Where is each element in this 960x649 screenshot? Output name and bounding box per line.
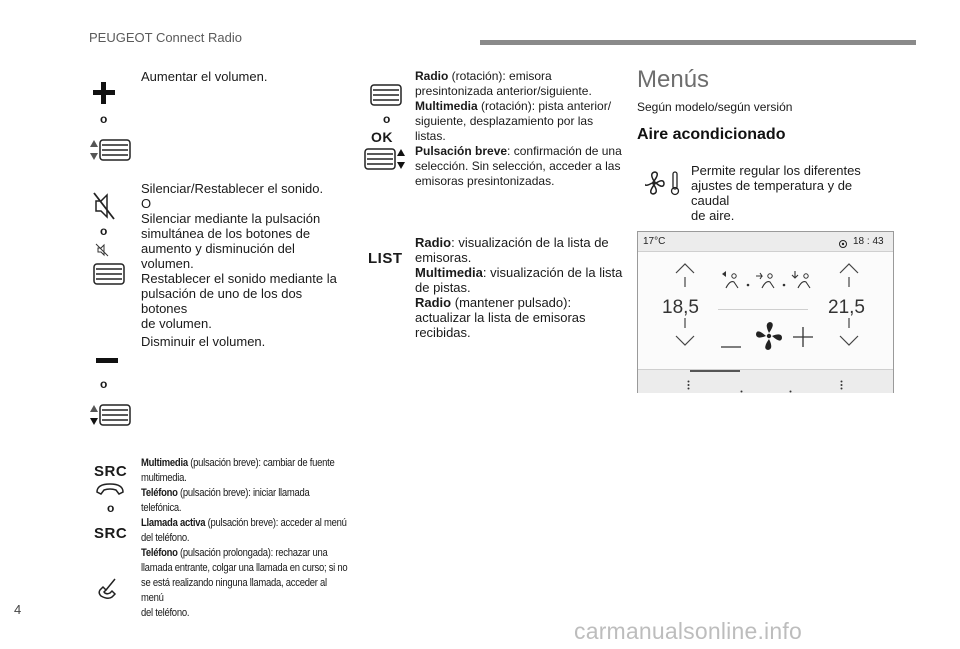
src-description [141, 456, 347, 621]
bold-term: Teléfono [141, 487, 178, 499]
screen-status-bar [638, 232, 893, 252]
text-rest: multimedia. [141, 472, 187, 484]
page-number: 4 [14, 602, 22, 617]
text-line: simultánea de los botones de [141, 226, 311, 241]
bold-term: Multimedia [141, 457, 188, 469]
bold-term: Radio [415, 295, 452, 310]
text-rest: siguiente, desplazamiento por las [415, 114, 594, 128]
text-line: O [141, 196, 152, 211]
text-line: de aire. [691, 208, 735, 223]
bold-term: Multimedia [415, 99, 478, 113]
clock: 18 : 43 [853, 236, 884, 247]
list-button-label: LIST [368, 250, 403, 267]
page-dot-icon[interactable] [740, 380, 743, 398]
text-line: Permite regular los diferentes [691, 163, 861, 178]
volume-wheel-icon [87, 137, 131, 168]
text-line [141, 516, 347, 531]
text-rest: listas. [415, 129, 446, 143]
src-button-label: SRC [94, 463, 128, 480]
text-line: de volumen. [141, 316, 212, 331]
dot-icon [782, 274, 786, 292]
text-line [415, 250, 625, 265]
climate-screen [637, 231, 894, 393]
text-rest: (pulsación breve): iniciar llamada telefónica. [141, 487, 310, 514]
bold-term: Multimedia [415, 265, 483, 280]
text-line [141, 561, 347, 576]
left-temp-up-button[interactable] [674, 261, 696, 292]
left-temp-down-button[interactable] [674, 318, 696, 353]
text-line [415, 235, 625, 250]
air-conditioning-icon [645, 170, 685, 201]
text-line [415, 159, 625, 174]
text-rest: recibidas. [415, 325, 471, 340]
list-description [415, 235, 625, 340]
fan-increase-button[interactable] [792, 326, 814, 353]
text-rest: : visualización de la lista [482, 265, 623, 280]
text-rest: selección. Sin selección, acceder a las [415, 159, 621, 173]
handset-icon [97, 576, 119, 605]
text-line [415, 310, 625, 325]
text-rest: emisoras. [415, 250, 472, 265]
plus-icon [91, 80, 117, 111]
text-line [415, 84, 625, 99]
text-rest: (rotación): pista anterior/ [477, 99, 612, 113]
ac-description [691, 163, 891, 223]
text-line [415, 325, 625, 340]
text-line [415, 280, 625, 295]
air-flow-face-feet-button[interactable] [754, 270, 778, 297]
text-line: Restablecer el sonido mediante la [141, 271, 337, 286]
mute-small-icon [95, 243, 111, 262]
fan-decrease-button[interactable] [720, 336, 742, 354]
text-line [141, 456, 347, 471]
outside-temperature: 17°C [643, 236, 666, 247]
mute-text [141, 181, 351, 331]
left-temperature: 18,5 [662, 297, 699, 318]
text-rest: (rotación): emisora [448, 69, 552, 83]
text-rest: se está realizando ninguna llamada, acceder al menú [141, 577, 327, 604]
text-line [141, 471, 347, 486]
bold-term: Pulsación breve [415, 144, 508, 158]
text-rest: : visualización de la lista de [451, 235, 609, 250]
text-rest: llamada entrante, colgar una llamada en curso; si no [141, 562, 348, 574]
text-line [415, 114, 625, 129]
volume-wheel-icon [87, 402, 131, 433]
text-line [141, 606, 347, 621]
air-flow-face-button[interactable] [718, 270, 742, 297]
phone-icon [95, 482, 125, 501]
text-line [141, 576, 347, 606]
right-temp-up-button[interactable] [838, 261, 860, 292]
text-line [415, 144, 625, 159]
gps-icon [838, 236, 848, 254]
text-rest: : confirmación de una [507, 144, 622, 158]
text-line: aumento y disminución del volumen. [141, 241, 295, 271]
text-line [415, 265, 625, 280]
text-line [141, 546, 347, 561]
text-line [415, 174, 625, 189]
text-line [141, 531, 347, 546]
src-button-label: SRC [94, 525, 128, 542]
fan-icon [754, 320, 784, 357]
bold-term: Llamada activa [141, 517, 206, 529]
bold-term: Radio [415, 69, 449, 83]
text-rest: (pulsación prolongada): rechazar una [177, 547, 328, 559]
text-rest: del teléfono. [141, 607, 190, 619]
rotary-wheel-icon [363, 146, 407, 177]
right-temp-down-button[interactable] [838, 318, 860, 353]
text-rest: de pistas. [415, 280, 471, 295]
text-line: Silenciar/Restablecer el sonido. [141, 181, 324, 196]
rotary-wheel-icon [369, 82, 403, 113]
air-flow-feet-button[interactable] [790, 270, 814, 297]
volume-down-text: Disminuir el volumen. [141, 334, 266, 349]
text-line [141, 486, 347, 516]
text-rest: emisoras presintonizadas. [415, 174, 555, 188]
text-line [415, 99, 625, 114]
mute-icon [92, 191, 118, 226]
text-rest: (pulsación breve): cambiar de fuente [187, 457, 335, 469]
volume-up-text: Aumentar el volumen. [141, 69, 268, 84]
active-tab-indicator [690, 370, 740, 372]
bold-term: Radio [415, 235, 452, 250]
menus-subtitle: Según modelo/según versión [637, 100, 793, 114]
text-line [415, 129, 625, 144]
text-rest: presintonizada anterior/siguiente. [415, 84, 592, 98]
page-dot-icon[interactable] [789, 380, 792, 398]
header-bar [480, 40, 916, 45]
text-line [415, 69, 625, 84]
or-label: o [100, 112, 108, 126]
or-label: o [383, 112, 391, 126]
rotary-description [415, 69, 625, 189]
menu-dots-icon[interactable] [840, 377, 843, 395]
or-label: o [100, 377, 108, 391]
header-title: PEUGEOT Connect Radio [89, 30, 242, 45]
divider [718, 309, 808, 310]
minus-icon [95, 352, 121, 370]
text-line: Silenciar mediante la pulsación [141, 211, 321, 226]
text-line: ajustes de temperatura y de caudal [691, 178, 853, 208]
text-rest: (mantener pulsado): [451, 295, 572, 310]
text-line: pulsación de uno de los dos botones [141, 286, 303, 316]
watermark: carmanualsonline.info [574, 618, 802, 644]
text-rest: actualizar la lista de emisoras [415, 310, 586, 325]
right-temperature: 21,5 [828, 297, 865, 318]
text-rest: del teléfono. [141, 532, 190, 544]
dot-icon [746, 274, 750, 292]
section-heading: Aire acondicionado [637, 126, 786, 143]
screen-bottom-bar [638, 369, 893, 393]
or-label: o [107, 501, 115, 515]
text-rest: (pulsación breve): acceder al menú [205, 517, 347, 529]
volume-wheel-icon [91, 261, 127, 292]
menus-heading: Menús [637, 66, 710, 93]
menu-dots-icon[interactable] [687, 377, 690, 395]
text-line [415, 295, 625, 310]
bold-term: Teléfono [141, 547, 178, 559]
or-label: o [100, 224, 108, 238]
ok-button-label: OK [371, 129, 393, 145]
